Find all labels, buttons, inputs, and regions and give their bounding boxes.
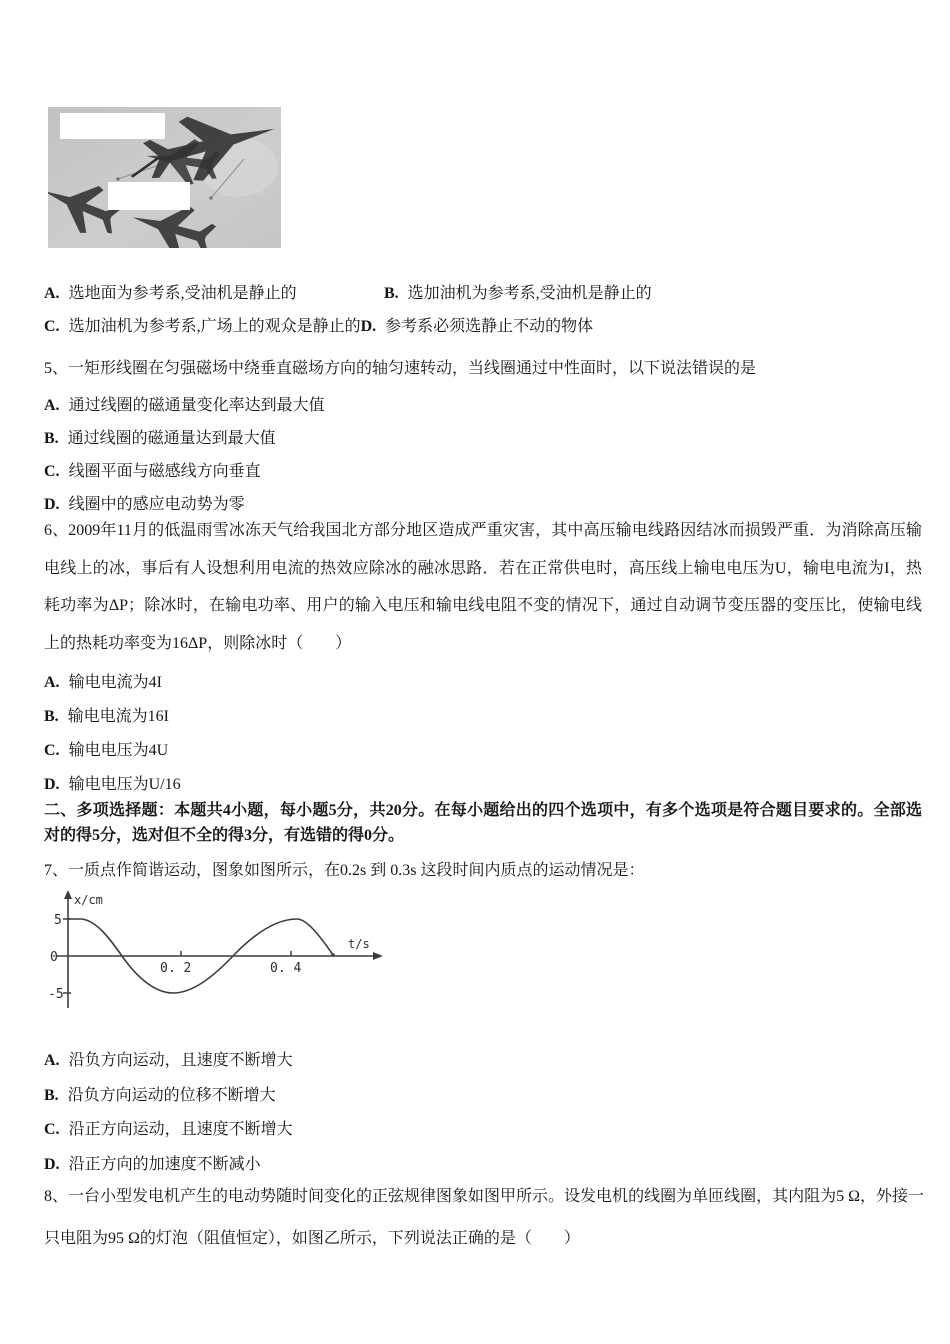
- option-letter: C.: [44, 1121, 60, 1138]
- option-letter: C.: [44, 463, 60, 480]
- option-text: 输电电流为16I: [67, 708, 170, 725]
- q6-options: [44, 672, 181, 808]
- option-text: 线圈中的感应电动势为零: [68, 496, 245, 513]
- y-axis-label: x/cm: [74, 893, 103, 907]
- q7-options: [44, 1050, 293, 1188]
- option-letter: A.: [44, 397, 60, 414]
- q7-option-d: [44, 1154, 293, 1176]
- q7-displacement-time-graph: [48, 890, 398, 1030]
- q6-stem: 6、2009年11月的低温雨雪冰冻天气给我国北方部分地区造成严重灾害，其中高压输电线路因结冰而损毁严重．为消除高压输电线上的冰，事后有人设想利用电流的热效应除冰的融冰思路．若在正常供电时，高压线上输电电压为U，输电电流为I，热耗功率为ΔP；除冰时，在输电功率、用户的输入电压和输电线电阻不变的情况下，通过自动调节变压器的变压比，使输电线上的热耗功率变为16ΔP，则除冰时（ ）: [44, 522, 922, 652]
- q4-option-d: [361, 318, 594, 335]
- y-axis-arrow: [64, 890, 72, 899]
- q5-option-c: [44, 461, 325, 483]
- option-letter: D.: [44, 776, 60, 793]
- option-letter: A.: [44, 1052, 60, 1069]
- x-axis-arrow: [373, 952, 383, 960]
- q6-option-a: [44, 672, 181, 694]
- option-letter: A.: [44, 674, 60, 691]
- option-letter: C.: [44, 318, 60, 335]
- q4-options-row-cd: [44, 316, 924, 338]
- option-text: 沿负方向运动，且速度不断增大: [68, 1052, 293, 1069]
- q7-stem: 7、一质点作简谐运动，图象如图所示，在0.2s 到 0.3s 这段时间内质点的运动情况是：: [44, 862, 645, 879]
- option-letter: C.: [44, 742, 60, 759]
- x-tick-label-0_4: 0. 4: [270, 961, 302, 976]
- option-text: 沿正方向运动，且速度不断增大: [68, 1121, 293, 1138]
- section-2-header: 二、多项选择题：本题共4小题，每小题5分，共20分。在每小题给出的四个选项中，有多个选项是符合题目要求的。全部选对的得5分，选对但不全的得3分，有选错的得0分。: [44, 802, 922, 844]
- option-letter: A.: [44, 285, 60, 302]
- q7-option-a: [44, 1050, 293, 1072]
- drogue-left: [116, 177, 119, 180]
- option-letter: B.: [44, 1086, 59, 1104]
- q7-option-c: [44, 1119, 293, 1141]
- option-text: 线圈平面与磁感线方向垂直: [68, 463, 261, 480]
- q7-option-b: [44, 1085, 293, 1107]
- option-text: 沿正方向的加速度不断减小: [68, 1155, 261, 1173]
- drogue-right: [209, 196, 212, 199]
- q5-option-a: [44, 395, 325, 417]
- q4-option-a: [44, 283, 384, 305]
- q6-option-c: [44, 740, 181, 762]
- option-text: 选加油机为参考系,广场上的观众是静止的: [68, 318, 361, 335]
- option-letter: B.: [44, 708, 59, 725]
- q5-stem: 5、一矩形线圈在匀强磁场中绕垂直磁场方向的轴匀速转动，当线圈通过中性面时，以下说法错误的是: [44, 360, 757, 377]
- q4-options-row-ab: [44, 283, 924, 305]
- y-tick-label-minus5: -5: [48, 987, 64, 1002]
- blank-label-box-top: [60, 113, 165, 139]
- q5-options: [44, 395, 325, 527]
- option-text: 参考系必须选静止不动的物体: [385, 318, 594, 335]
- origin-label: 0: [50, 950, 58, 965]
- option-letter: B.: [384, 285, 399, 302]
- y-tick-label-5: 5: [54, 913, 62, 928]
- option-text: 输电电流为4I: [68, 674, 162, 691]
- q6-option-b: [44, 706, 181, 728]
- option-letter: B.: [44, 430, 59, 447]
- refueling-photo-art: [48, 107, 281, 248]
- option-text: 通过线圈的磁通量达到最大值: [67, 430, 276, 447]
- q8-stem: 8、一台小型发电机产生的电动势随时间变化的正弦规律图象如图甲所示。设发电机的线圈为单匝线圈，其内阻为5 Ω，外接一只电阻为95 Ω的灯泡（阻值恒定），如图乙所示，下列说法正确的是（ ）: [44, 1188, 924, 1247]
- curve-endpoint: [331, 953, 335, 957]
- blank-label-box-bottom: [108, 182, 190, 210]
- option-text: 沿负方向运动的位移不断增大: [67, 1086, 276, 1104]
- q4-option-b: [384, 285, 652, 302]
- x-axis-label: t/s: [348, 937, 370, 951]
- option-text: 输电电压为U/16: [68, 776, 181, 793]
- option-letter: D.: [44, 1155, 60, 1173]
- q4-option-c: [44, 318, 361, 335]
- q6-option-d: [44, 774, 181, 796]
- option-text: 输电电压为4U: [68, 742, 169, 759]
- x-tick-label-0_2: 0. 2: [160, 961, 192, 976]
- q5-option-b: [44, 428, 325, 450]
- option-letter: D.: [360, 318, 377, 335]
- option-text: 通过线圈的磁通量变化率达到最大值: [68, 397, 325, 414]
- option-letter: D.: [44, 496, 60, 513]
- option-text: 选地面为参考系,受油机是静止的: [68, 285, 297, 302]
- option-text: 选加油机为参考系,受油机是静止的: [407, 285, 652, 302]
- refueling-photo: [48, 107, 281, 248]
